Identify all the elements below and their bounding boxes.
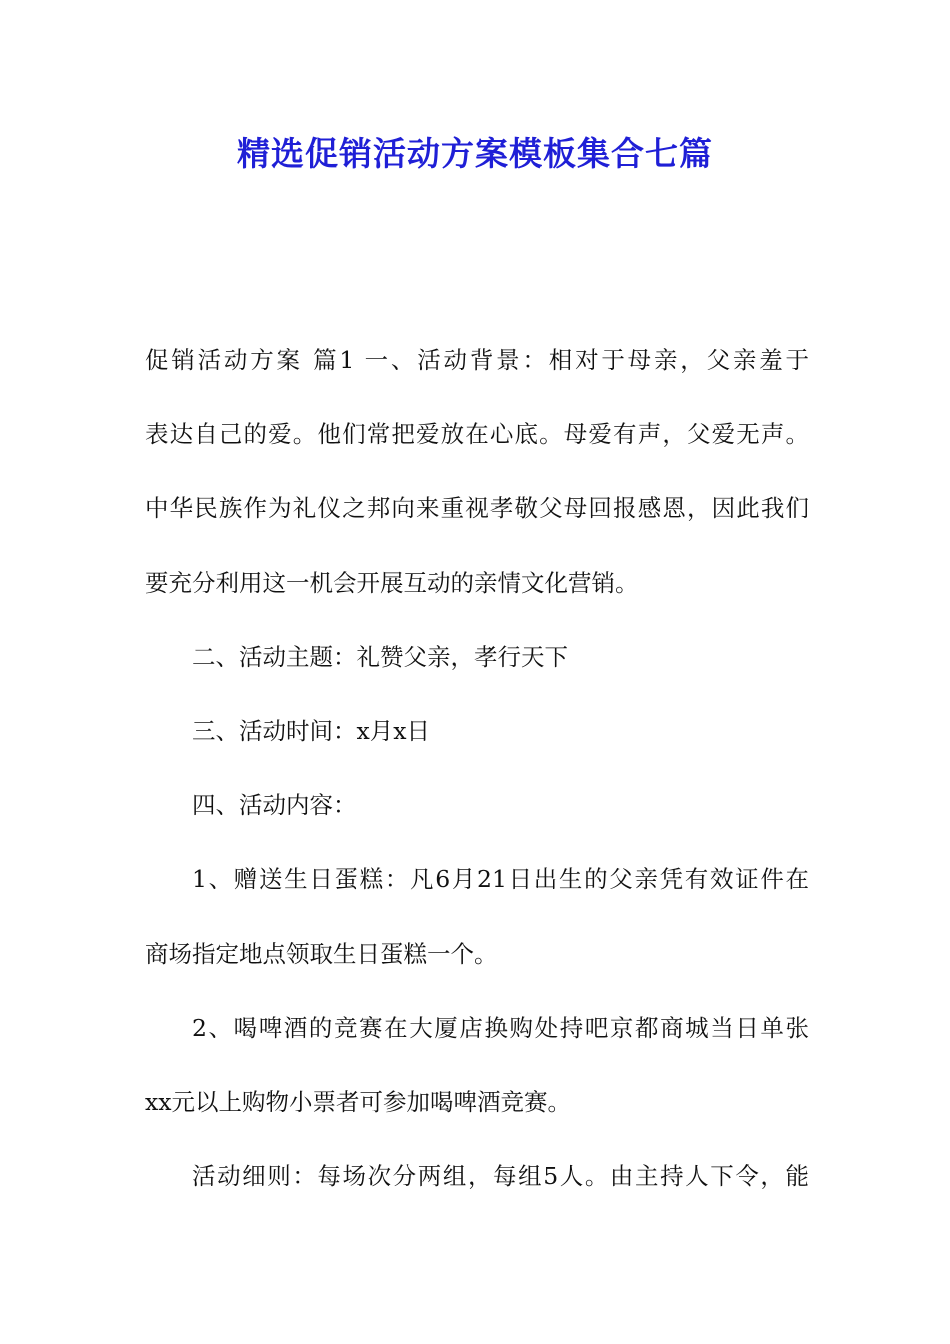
paragraph-line: 活动细则：每场次分两组，每组5人。由主持人下令，能 — [192, 1162, 809, 1191]
paragraph-line: 四、活动内容： — [192, 791, 357, 820]
paragraph-line: 二、活动主题：礼赞父亲，孝行天下 — [192, 642, 568, 671]
paragraph-line: 表达自己的爱。他们常把爱放在心底。母爱有声，父爱无声。 — [145, 420, 809, 449]
paragraph-line: 促销活动方案 篇1 一、活动背景：相对于母亲，父亲羞于 — [145, 346, 809, 374]
paragraph-line: xx元以上购物小票者可参加喝啤酒竞赛。 — [145, 1087, 572, 1116]
paragraph-line: 中华民族作为礼仪之邦向来重视孝敬父母回报感恩，因此我们 — [145, 494, 809, 523]
document-title: 精选促销活动方案模板集合七篇 — [237, 134, 713, 173]
document-body — [145, 335, 809, 1225]
paragraph-line: 要充分利用这一机会开展互动的亲情文化营销。 — [145, 568, 639, 597]
paragraph-line: 商场指定地点领取生日蛋糕一个。 — [145, 939, 498, 968]
paragraph-line: 三、活动时间：x月x日 — [192, 716, 431, 745]
paragraph-line: 1、赠送生日蛋糕：凡6月21日出生的父亲凭有效证件在 — [192, 865, 809, 894]
paragraph-line: 2、喝啤酒的竞赛在大厦店换购处持吧京都商城当日单张 — [192, 1013, 809, 1042]
